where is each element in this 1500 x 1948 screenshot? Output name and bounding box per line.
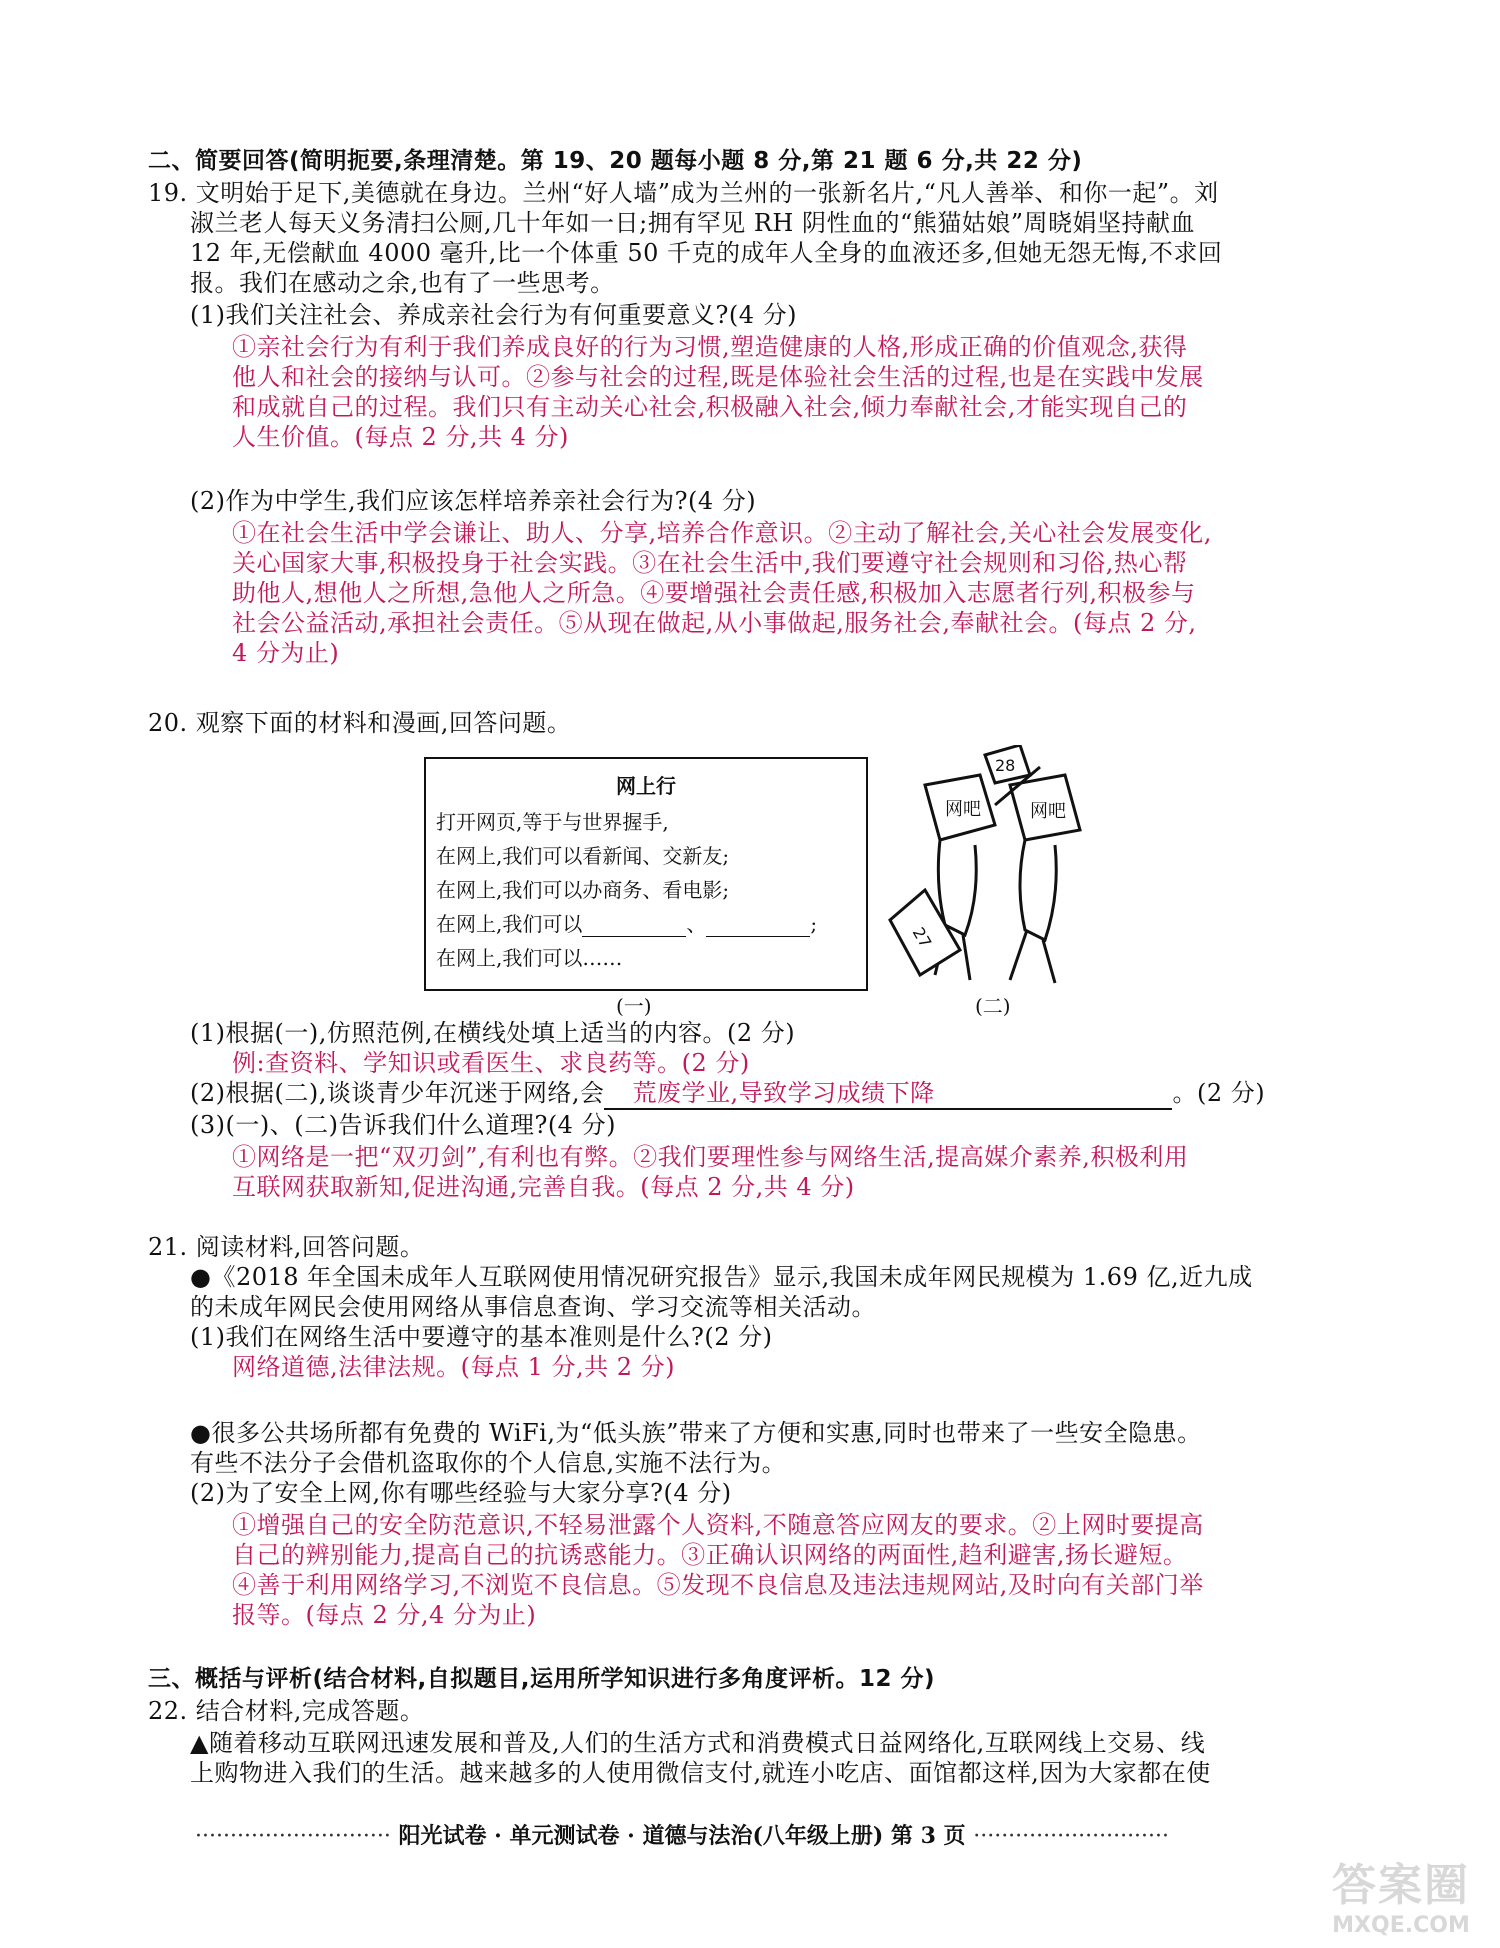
q20-sub3-answer-line: ①网络是一把“双刃剑”,有利也有弊。②我们要理性参与网络生活,提高媒介素养,积极利用 <box>232 1143 1189 1171</box>
poem-line: 在网上,我们可以 <box>436 912 583 936</box>
watermark <box>1332 1849 1470 1938</box>
cartoon-sign-text: 网吧 <box>945 799 981 820</box>
q19-sub2-answer-line: ①在社会生活中学会谦让、助人、分享,培养合作意识。②主动了解社会,关心社会发展变化, <box>232 519 1212 547</box>
q20-sub1-question: (1)根据(一),仿照范例,在横线处填上适当的内容。(2 分) <box>190 1019 796 1047</box>
footer-text: 阳光试卷 · 单元测试卷 · 道德与法治(八年级上册) 第 3 页 <box>398 1823 966 1849</box>
poem-fill-line <box>436 911 817 937</box>
q21-material-line: ●《2018 年全国未成年人互联网使用情况研究报告》显示,我国未成年网民规模为 1.69 亿,近九成 <box>190 1263 1253 1291</box>
section2-heading: 二、简要回答(简明扼要,条理清楚。第 19、20 题每小题 8 分,第 21 题 6 分,共 22 分) <box>148 148 1083 174</box>
q22-stem: 22. 结合材料,完成答题。 <box>148 1697 425 1725</box>
section3-heading: 三、概括与评析(结合材料,自拟题目,运用所学知识进行多角度评析。12 分) <box>148 1666 936 1692</box>
caption-one: (一) <box>616 994 652 1018</box>
q19-sub2-question: (2)作为中学生,我们应该怎样培养亲社会行为?(4 分) <box>190 487 757 515</box>
page-footer <box>195 1819 1295 1850</box>
q19-sub1-answer-line: ①亲社会行为有利于我们养成良好的行为习惯,塑造健康的人格,形成正确的价值观念,获得 <box>232 333 1188 361</box>
footer-dots: ···························· <box>195 1824 391 1849</box>
q19-stem-line: 12 年,无偿献血 4000 毫升,比一个体重 50 千克的成年人全身的血液还多,但她无怨无悔,不求回 <box>190 239 1223 267</box>
poem-line: 在网上,我们可以看新闻、交新友; <box>436 844 730 868</box>
q21-sub1-answer: 网络道德,法律法规。(每点 1 分,共 2 分) <box>232 1353 676 1381</box>
q21-sub2-answer-line: ①增强自己的安全防范意识,不轻易泄露个人资料,不随意答应网友的要求。②上网时要提高 <box>232 1511 1204 1539</box>
cartoon-number: 28 <box>995 756 1016 775</box>
caption-two: (二) <box>975 994 1011 1018</box>
q19-sub2-answer-line: 关心国家大事,积极投身于社会实践。③在社会生活中,我们要遵守社会规则和习俗,热心帮 <box>232 549 1188 577</box>
fill-blank[interactable] <box>582 918 686 937</box>
q22-material-line: ▲随着移动互联网迅速发展和普及,人们的生活方式和消费模式日益网络化,互联网线上交易、线 <box>190 1729 1206 1757</box>
poem-line: 在网上,我们可以办商务、看电影; <box>436 878 730 902</box>
q19-sub2-answer-line: 助他人,想他人之所想,急他人之所急。④要增强社会责任感,积极加入志愿者行列,积极参与 <box>232 579 1196 607</box>
poem-line: 打开网页,等于与世界握手, <box>436 810 669 834</box>
q20-sub2-prefix: (2)根据(二),谈谈青少年沉迷于网络,会 <box>190 1079 605 1107</box>
q19-sub1-answer-line: 人生价值。(每点 2 分,共 4 分) <box>232 423 569 451</box>
q19-stem-line: 报。我们在感动之余,也有了一些思考。 <box>190 269 615 297</box>
q21-material-line: 的未成年网民会使用网络从事信息查询、学习交流等相关活动。 <box>190 1293 876 1321</box>
q19-stem-line: 19. 文明始于足下,美德就在身边。兰州“好人墙”成为兰州的一张新名片,“凡人善举、和你一起”。刘 <box>148 179 1219 207</box>
q21-stem: 21. 阅读材料,回答问题。 <box>148 1233 425 1261</box>
poem-end: ; <box>810 912 818 936</box>
q19-sub2-answer-line: 社会公益活动,承担社会责任。⑤从现在做起,从小事做起,服务社会,奉献社会。(每点 2 分, <box>232 609 1197 637</box>
cartoon-illustration <box>885 745 1115 995</box>
q21-material-line: ●很多公共场所都有免费的 WiFi,为“低头族”带来了方便和实惠,同时也带来了一些安全隐患。 <box>190 1419 1202 1447</box>
poem-separator: 、 <box>686 912 707 936</box>
q20-sub2-answer: 荒废学业,导致学习成绩下降 <box>604 1078 1172 1110</box>
q20-sub2-question <box>190 1078 1265 1110</box>
q19-sub1-answer-line: 和成就自己的过程。我们只有主动关心社会,积极融入社会,倾力奉献社会,才能实现自己的 <box>232 393 1188 421</box>
q20-sub3-question: (3)(一)、(二)告诉我们什么道理?(4 分) <box>190 1111 616 1139</box>
q21-material-line: 有些不法分子会借机盗取你的个人信息,实施不法行为。 <box>190 1449 787 1477</box>
q21-sub2-answer-line: ④善于利用网络学习,不浏览不良信息。⑤发现不良信息及违法违规网站,及时向有关部门举 <box>232 1571 1204 1599</box>
q21-sub2-answer-line: 报等。(每点 2 分,4 分为止) <box>232 1601 537 1629</box>
cartoon-number: 27 <box>908 923 936 952</box>
poem-line: 在网上,我们可以…… <box>436 946 623 970</box>
q20-sub3-answer-line: 互联网获取新知,促进沟通,完善自我。(每点 2 分,共 4 分) <box>232 1173 855 1201</box>
watermark-url: MXQE.COM <box>1332 1913 1470 1938</box>
q19-sub1-answer-line: 他人和社会的接纳与认可。②参与社会的过程,既是体验社会生活的过程,也是在实践中发展 <box>232 363 1204 391</box>
q22-material-line: 上购物进入我们的生活。越来越多的人使用微信支付,就连小吃店、面馆都这样,因为大家都在使 <box>190 1759 1211 1787</box>
cartoon-sign-text: 网吧 <box>1030 801 1066 822</box>
footer-dots: ···························· <box>973 1824 1170 1849</box>
watermark-logo: 答案圈 <box>1332 1860 1470 1911</box>
q20-sub2-suffix: 。(2 分) <box>1172 1079 1266 1107</box>
q20-sub1-answer: 例:查资料、学知识或看医生、求良药等。(2 分) <box>232 1049 750 1077</box>
poem-box <box>424 757 868 991</box>
q21-sub2-question: (2)为了安全上网,你有哪些经验与大家分享?(4 分) <box>190 1479 732 1507</box>
q19-stem-line: 淑兰老人每天义务清扫公厕,几十年如一日;拥有罕见 RH 阴性血的“熊猫姑娘”周晓娟坚持献血 <box>190 209 1196 237</box>
fill-blank[interactable] <box>706 918 810 937</box>
q19-sub2-answer-line: 4 分为止) <box>232 639 340 667</box>
q21-sub2-answer-line: 自己的辨别能力,提高自己的抗诱惑能力。③正确认识网络的两面性,趋利避害,扬长避短。 <box>232 1541 1188 1569</box>
q19-sub1-question: (1)我们关注社会、养成亲社会行为有何重要意义?(4 分) <box>190 301 797 329</box>
q21-sub1-question: (1)我们在网络生活中要遵守的基本准则是什么?(2 分) <box>190 1323 773 1351</box>
poem-title: 网上行 <box>616 774 676 798</box>
q20-stem: 20. 观察下面的材料和漫画,回答问题。 <box>148 709 572 737</box>
